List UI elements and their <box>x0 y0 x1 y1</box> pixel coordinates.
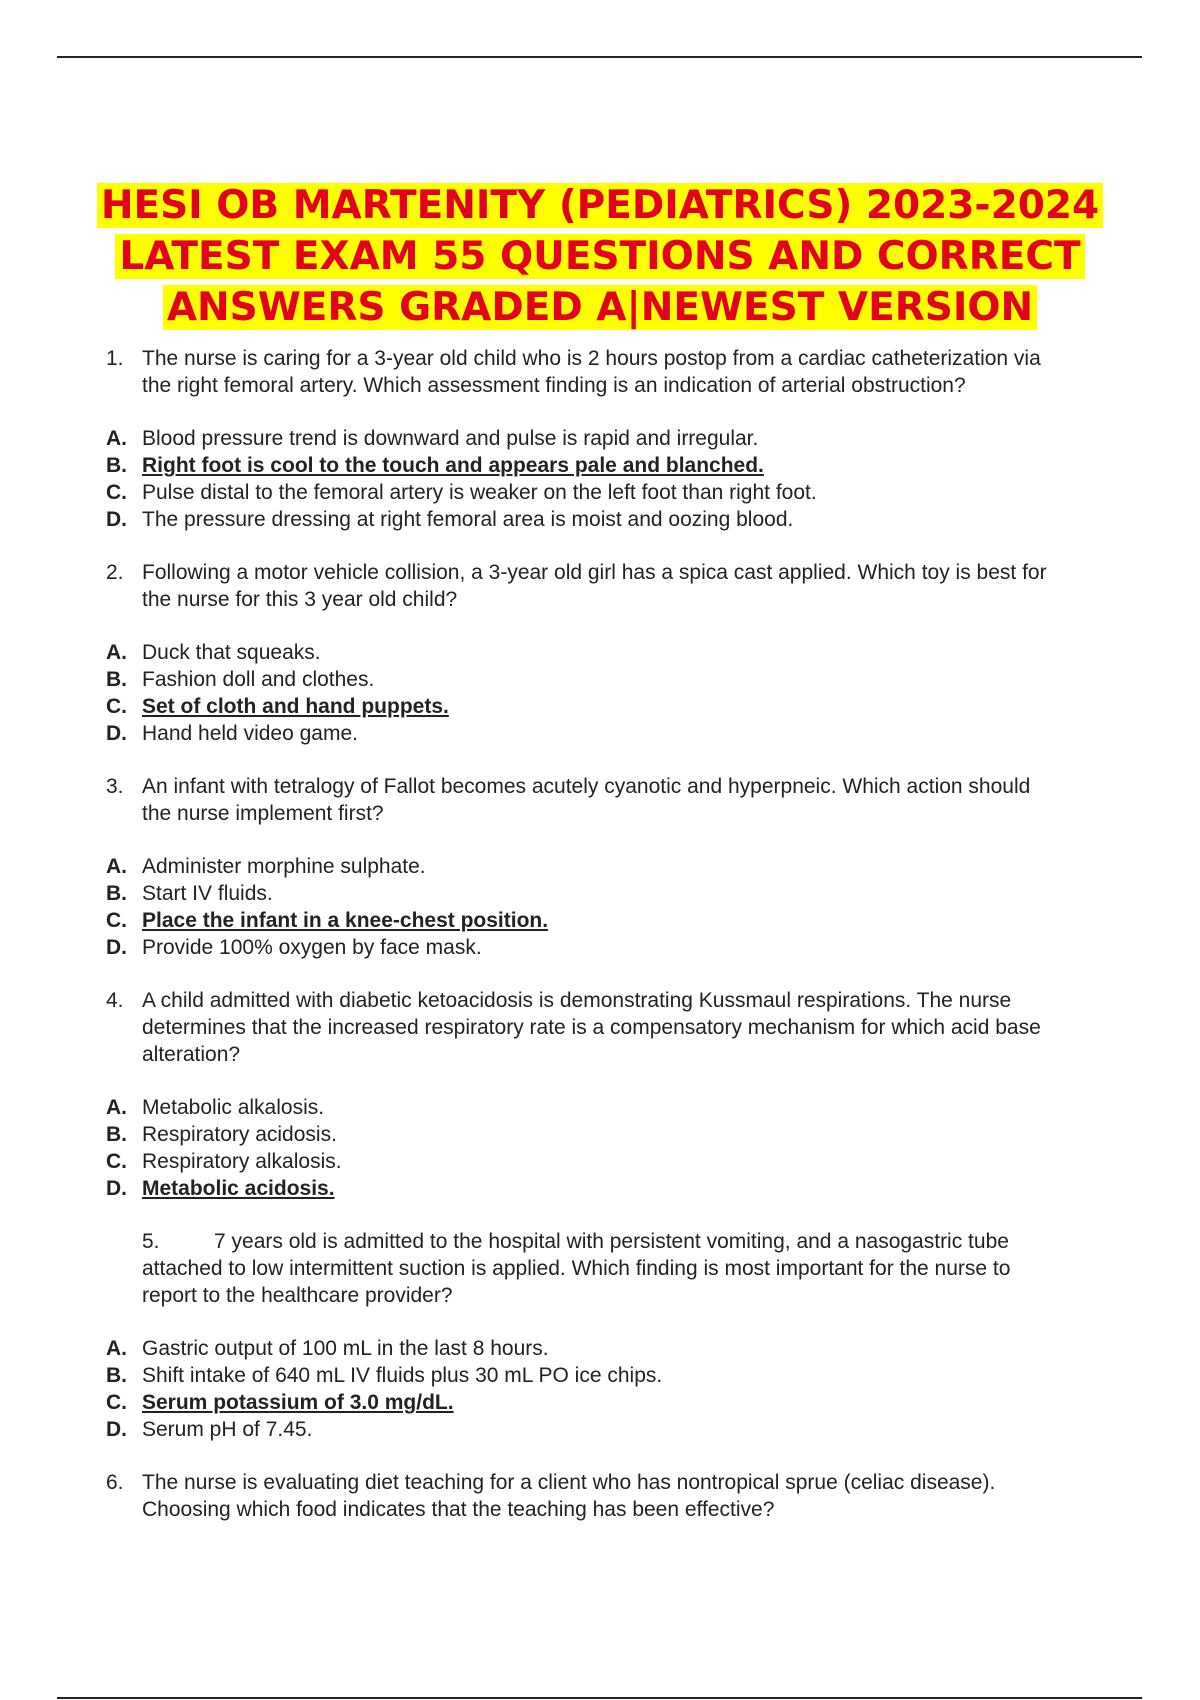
option-text: Right foot is cool to the touch and appears pale and blanched. <box>142 454 764 477</box>
title-line-2: LATEST EXAM 55 QUESTIONS AND CORRECT <box>115 234 1084 279</box>
option-letter: B. <box>106 1364 127 1387</box>
option-letter: D. <box>106 722 127 745</box>
answer-option <box>106 720 1200 747</box>
option-text: Hand held video game. <box>142 722 358 745</box>
answer-options <box>0 425 1200 533</box>
question-2 <box>106 559 1052 613</box>
correct-answer-option <box>106 452 1200 479</box>
option-text: Respiratory acidosis. <box>142 1123 337 1146</box>
correct-answer-option <box>106 1389 1200 1416</box>
option-text: Respiratory alkalosis. <box>142 1150 342 1173</box>
title-line-3: ANSWERS GRADED A|NEWEST VERSION <box>163 285 1037 330</box>
option-text: The pressure dressing at right femoral area is moist and oozing blood. <box>142 508 794 531</box>
correct-answer-option <box>106 907 1200 934</box>
option-letter: C. <box>106 1391 127 1414</box>
question-number: 2. <box>106 561 124 584</box>
answer-option <box>106 506 1200 533</box>
option-letter: B. <box>106 1123 127 1146</box>
answer-option <box>106 1335 1200 1362</box>
option-text: Metabolic alkalosis. <box>142 1096 325 1119</box>
correct-answer-option <box>106 693 1200 720</box>
answer-option <box>106 1094 1200 1121</box>
option-letter: D. <box>106 936 127 959</box>
title-line-1: HESI OB MARTENITY (PEDIATRICS) 2023-2024 <box>97 183 1103 228</box>
answer-option <box>106 1416 1200 1443</box>
document-title <box>60 180 1140 333</box>
answer-option <box>106 425 1200 452</box>
question-number: 1. <box>106 347 124 370</box>
answer-option <box>106 479 1200 506</box>
option-letter: A. <box>106 641 127 664</box>
option-text: Serum potassium of 3.0 mg/dL. <box>142 1391 454 1414</box>
option-text: Set of cloth and hand puppets. <box>142 695 449 718</box>
question-number: 5. <box>142 1230 160 1253</box>
option-text: Shift intake of 640 mL IV fluids plus 30 mL PO ice chips. <box>142 1364 663 1387</box>
question-text: An infant with tetralogy of Fallot becomes acutely cyanotic and hyperpneic. Which action should the nurse implement first? <box>142 775 1031 825</box>
bottom-rule <box>57 1697 1142 1699</box>
question-4 <box>106 987 1052 1068</box>
answer-option <box>106 1121 1200 1148</box>
question-3 <box>106 773 1052 827</box>
question-6 <box>106 1469 1052 1523</box>
answer-option <box>106 1148 1200 1175</box>
answer-option <box>106 934 1200 961</box>
option-letter: C. <box>106 909 127 932</box>
question-number: 3. <box>106 775 124 798</box>
answer-option <box>106 880 1200 907</box>
option-text: Duck that squeaks. <box>142 641 321 664</box>
option-text: Provide 100% oxygen by face mask. <box>142 936 482 959</box>
questions-list <box>0 345 1200 1523</box>
top-rule <box>57 56 1142 58</box>
option-letter: C. <box>106 695 127 718</box>
option-letter: C. <box>106 481 127 504</box>
option-text: Administer morphine sulphate. <box>142 855 426 878</box>
question-text: Following a motor vehicle collision, a 3-year old girl has a spica cast applied. Which toy is best for the nurse for this 3 year old child? <box>142 561 1047 611</box>
option-text: Pulse distal to the femoral artery is weaker on the left foot than right foot. <box>142 481 817 504</box>
option-letter: A. <box>106 1096 127 1119</box>
option-text: Blood pressure trend is downward and pulse is rapid and irregular. <box>142 427 759 450</box>
option-letter: B. <box>106 882 127 905</box>
answer-option <box>106 666 1200 693</box>
option-letter: A. <box>106 855 127 878</box>
option-letter: A. <box>106 427 127 450</box>
option-letter: C. <box>106 1150 127 1173</box>
answer-option <box>106 639 1200 666</box>
option-letter: B. <box>106 454 127 477</box>
answer-option <box>106 1362 1200 1389</box>
question-text: A child admitted with diabetic ketoacidosis is demonstrating Kussmaul respirations. The nurse determines that the increased respiratory rate is a compensatory mechanism for which acid base alteration? <box>142 989 1041 1066</box>
question-text: 7 years old is admitted to the hospital with persistent vomiting, and a nasogastric tube attached to low intermittent suction is applied. Which finding is most important for the nurse to report to the healthcare provider? <box>142 1230 1011 1307</box>
question-number: 4. <box>106 989 124 1012</box>
option-letter: D. <box>106 1177 127 1200</box>
option-text: Place the infant in a knee-chest position. <box>142 909 549 932</box>
question-5 <box>106 1228 1052 1309</box>
option-text: Gastric output of 100 mL in the last 8 hours. <box>142 1337 549 1360</box>
option-letter: A. <box>106 1337 127 1360</box>
question-1 <box>106 345 1052 399</box>
question-text: The nurse is evaluating diet teaching for a client who has nontropical sprue (celiac disease). Choosing which food indicates that the teaching has been effective? <box>142 1471 996 1521</box>
answer-options <box>0 1335 1200 1443</box>
answer-options <box>0 1094 1200 1202</box>
option-text: Metabolic acidosis. <box>142 1177 335 1200</box>
answer-option <box>106 853 1200 880</box>
option-text: Start IV fluids. <box>142 882 273 905</box>
question-number: 6. <box>106 1471 124 1494</box>
question-text: The nurse is caring for a 3-year old child who is 2 hours postop from a cardiac catheterization via the right femoral artery. Which assessment finding is an indication of arterial obstruction? <box>142 347 1041 397</box>
correct-answer-option <box>106 1175 1200 1202</box>
option-text: Serum pH of 7.45. <box>142 1418 313 1441</box>
option-letter: D. <box>106 1418 127 1441</box>
option-letter: D. <box>106 508 127 531</box>
option-letter: B. <box>106 668 127 691</box>
option-text: Fashion doll and clothes. <box>142 668 375 691</box>
answer-options <box>0 853 1200 961</box>
answer-options <box>0 639 1200 747</box>
